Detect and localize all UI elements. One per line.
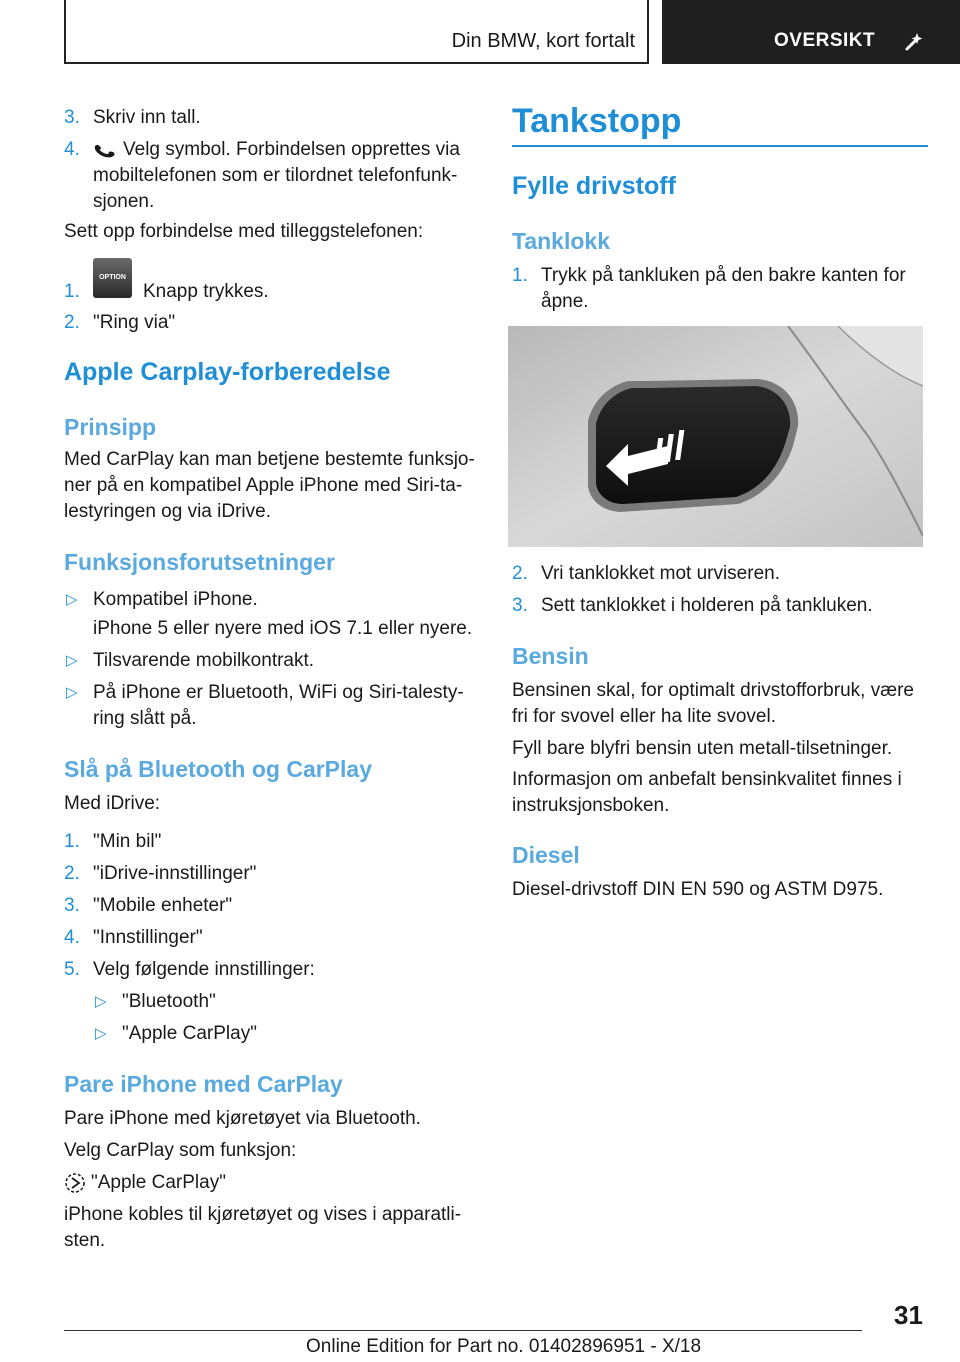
- subsection-heading: Funksjonsforutsetninger: [64, 549, 335, 575]
- step-text: Vri tanklokket mot urviseren.: [541, 563, 780, 584]
- bullet-text: Kompatibel iPhone.: [93, 589, 258, 610]
- paragraph: fri for svovel eller ha lite svovel.: [512, 706, 776, 727]
- step-text: sjonen.: [93, 191, 155, 212]
- step-text: "Mobile enheter": [93, 895, 233, 916]
- step-number: 3.: [64, 107, 80, 128]
- paragraph: lestyringen og via iDrive.: [64, 501, 271, 522]
- bullet-text: På iPhone er Bluetooth, WiFi og Siri-talesty-: [93, 682, 464, 703]
- subsection-heading: Pare iPhone med CarPlay: [64, 1071, 343, 1097]
- page-number: 31: [894, 1300, 923, 1330]
- bullet-triangle-icon: ▷: [66, 652, 78, 669]
- title-underline: [512, 145, 928, 147]
- header-section: OVERSIKT: [774, 30, 876, 51]
- paragraph: iPhone kobles til kjøretøyet og vises i apparatli-: [64, 1204, 462, 1225]
- paragraph: ner på en kompatibel Apple iPhone med Siri-ta-: [64, 475, 463, 496]
- paragraph: Diesel-drivstoff DIN EN 590 og ASTM D975.: [512, 879, 884, 900]
- paragraph: instruksjonsboken.: [512, 795, 670, 816]
- step-text: "iDrive-innstillinger": [93, 863, 257, 884]
- bullet-text: ring slått på.: [93, 708, 197, 729]
- paragraph: Fyll bare blyfri bensin uten metall-tilsetninger.: [512, 738, 893, 759]
- step-text: Trykk på tankluken på den bakre kanten for: [541, 265, 906, 286]
- subsection-heading: Diesel: [512, 842, 580, 868]
- step-number: 2.: [64, 312, 80, 333]
- wand-icon: [902, 28, 928, 54]
- subsection-heading: Bensin: [512, 643, 589, 669]
- step-number: 1.: [512, 265, 528, 286]
- footer-divider: [64, 1330, 862, 1331]
- step-text: Velg symbol. Forbindelsen opprettes via: [123, 139, 460, 160]
- step-number: 2.: [512, 563, 528, 584]
- paragraph: Sett opp forbindelse med tilleggstelefonen:: [64, 221, 424, 242]
- footer-edition: Online Edition for Part no. 01402896951 - X/18: [306, 1336, 702, 1357]
- step-text: "Innstillinger": [93, 927, 203, 948]
- paragraph: Med CarPlay kan man betjene bestemte funksjo-: [64, 449, 475, 470]
- bullet-triangle-icon: ▷: [95, 993, 107, 1010]
- step-number: 3.: [64, 895, 80, 916]
- menu-item-text: "Apple CarPlay": [91, 1172, 226, 1193]
- bullet-text: "Bluetooth": [122, 991, 216, 1012]
- bullet-triangle-icon: ▷: [95, 1025, 107, 1042]
- step-text: "Min bil": [93, 831, 162, 852]
- step-number: 2.: [64, 863, 80, 884]
- fuel-flap-illustration: [508, 326, 923, 547]
- paragraph: Velg CarPlay som funksjon:: [64, 1140, 297, 1161]
- bullet-subtext: iPhone 5 eller nyere med iOS 7.1 eller nyere.: [93, 618, 473, 639]
- step-text: Sett tanklokket i holderen på tankluken.: [541, 595, 873, 616]
- step-text: "Ring via": [93, 312, 176, 333]
- header-chapter-box: [64, 0, 649, 64]
- page-title: Tankstopp: [512, 102, 682, 140]
- step-number: 1.: [64, 831, 80, 852]
- step-text: Velg følgende innstillinger:: [93, 959, 315, 980]
- phone-icon: [94, 140, 116, 160]
- paragraph: sten.: [64, 1230, 106, 1251]
- step-text: mobiltelefonen som er tilordnet telefonfunk-: [93, 165, 458, 186]
- paragraph: Med iDrive:: [64, 793, 161, 814]
- step-number: 1.: [64, 281, 80, 302]
- header-section-box: [662, 0, 960, 64]
- section-heading: Apple Carplay-forberedelse: [64, 358, 391, 386]
- bullet-triangle-icon: ▷: [66, 684, 78, 701]
- step-text: Knapp trykkes.: [143, 281, 269, 302]
- option-button-icon: OPTION: [93, 258, 132, 298]
- step-number: 5.: [64, 959, 80, 980]
- section-heading: Fylle drivstoff: [512, 172, 676, 200]
- subsection-heading: Slå på Bluetooth og CarPlay: [64, 756, 372, 782]
- step-number: 4.: [64, 139, 80, 160]
- paragraph: Pare iPhone med kjøretøyet via Bluetooth.: [64, 1108, 421, 1129]
- bullet-text: Tilsvarende mobilkontrakt.: [93, 650, 315, 671]
- header-chapter: Din BMW, kort fortalt: [451, 30, 635, 52]
- paragraph: Informasjon om anbefalt bensinkvalitet finnes i: [512, 769, 902, 790]
- step-number: 4.: [64, 927, 80, 948]
- step-text: Skriv inn tall.: [93, 107, 201, 128]
- step-number: 3.: [512, 595, 528, 616]
- subsection-heading: Tanklokk: [512, 228, 610, 254]
- subsection-heading: Prinsipp: [64, 414, 157, 440]
- bullet-triangle-icon: ▷: [66, 591, 78, 608]
- play-circle-icon: [64, 1172, 86, 1194]
- bullet-text: "Apple CarPlay": [122, 1023, 257, 1044]
- paragraph: Bensinen skal, for optimalt drivstofforbruk, være: [512, 680, 914, 701]
- step-text: åpne.: [541, 291, 589, 312]
